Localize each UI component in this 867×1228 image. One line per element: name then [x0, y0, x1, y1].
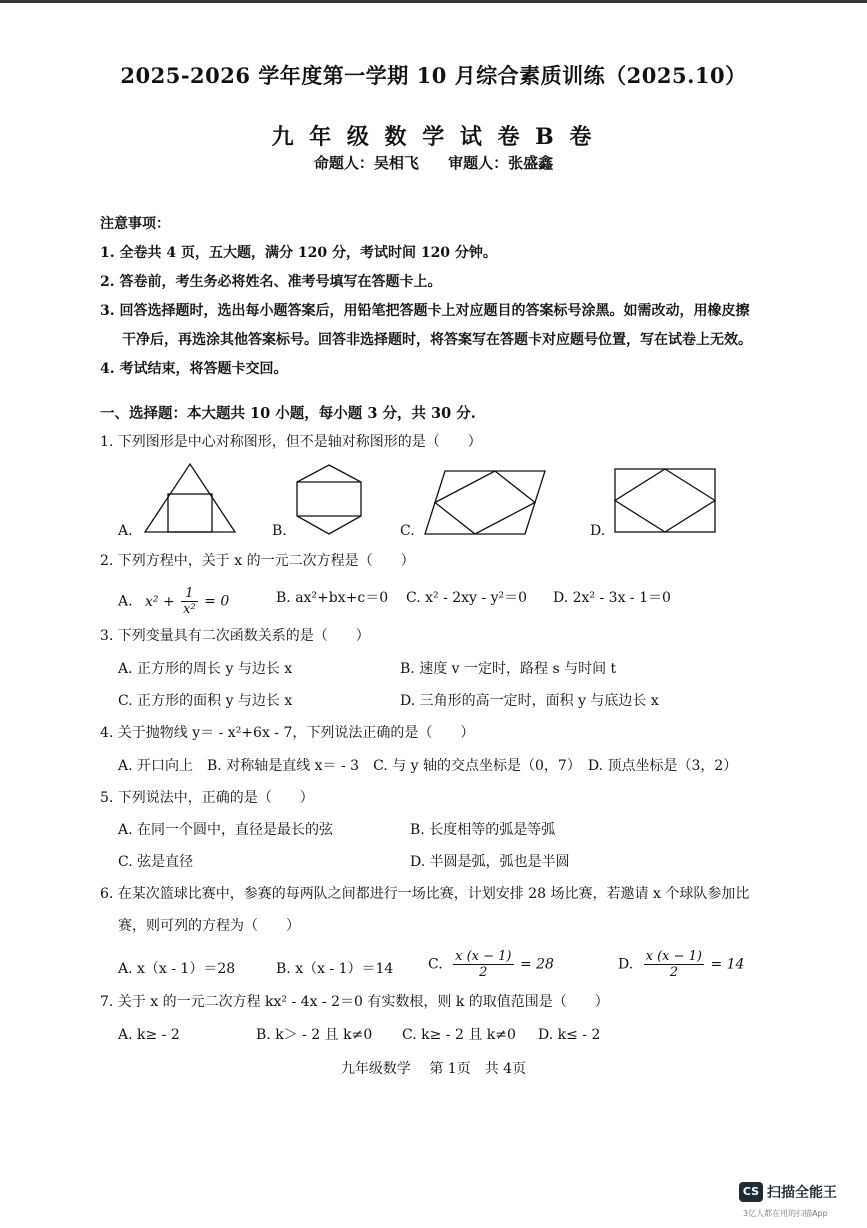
notice-heading: 注意事项： [100, 216, 170, 232]
q6-c-fraction [453, 949, 513, 980]
notice-item: 干净后，再选涂其他答案标号。回答非选择题时，将答案写在答题卡对应题号位置，写在试卷上无效。 [122, 332, 752, 348]
question-5-stem: 5. 下列说法中，正确的是（ ） [100, 790, 314, 806]
q7-option-a: A. k≥ - 2 [118, 1027, 180, 1043]
q2-a-denominator: x² [183, 602, 196, 617]
q5-option-b: B. 长度相等的弧是等弧 [410, 822, 556, 838]
q6-d-denominator: 2 [669, 965, 678, 980]
q5-option-d: D. 半圆是弧，弧也是半圆 [410, 854, 570, 870]
notice-item: 2. 答卷前，考生务必将姓名、准考号填写在答题卡上。 [100, 274, 442, 290]
question-1-stem: 1. 下列图形是中心对称图形，但不是轴对称图形的是（ ） [100, 434, 482, 450]
q2-a-label: A. [118, 593, 133, 610]
q3-option-d: D. 三角形的高一定时，面积 y 与底边长 x [400, 693, 659, 709]
q1-option-a-label: A. [118, 523, 133, 539]
q6-option-d [618, 949, 744, 980]
q6-c-label: C. [428, 956, 443, 973]
notice-item: 1. 全卷共 4 页，五大题，满分 120 分，考试时间 120 分钟。 [100, 245, 497, 261]
q2-option-d: D. 2x² - 3x - 1＝0 [553, 590, 671, 606]
q6-c-denominator: 2 [479, 965, 488, 980]
q4-options: A. 开口向上 B. 对称轴是直线 x＝ - 3 C. 与 y 轴的交点坐标是（0，7） D. 顶点坐标是（3，2） [118, 758, 738, 774]
q7-option-c: C. k≥ - 2 且 k≠0 [402, 1027, 516, 1043]
notice-block [100, 210, 800, 384]
q6-d-tail: = 14 [710, 956, 745, 973]
notice-item: 4. 考试结束，将答题卡交回。 [100, 361, 288, 377]
question-6-stem-line1: 6. 在某次篮球比赛中，参赛的每两队之间都进行一场比赛，计划安排 28 场比赛，若邀请 x 个球队参加比 [100, 886, 750, 902]
exam-title: 2025-2026 学年度第一学期 10 月综合素质训练（2025.10） [120, 63, 747, 88]
q3-option-b: B. 速度 v 一定时，路程 s 与时间 t [400, 661, 617, 677]
author: 命题人：吴相飞 [313, 154, 419, 172]
q2-a-expr: x² + [145, 593, 175, 610]
q6-option-c [428, 949, 554, 980]
exam-authors [0, 152, 867, 173]
q2-a-numerator: 1 [181, 586, 198, 602]
q5-option-c: C. 弦是直径 [118, 854, 194, 870]
rectangle-rhombus-figure [612, 466, 718, 536]
q6-c-tail: = 28 [519, 956, 554, 973]
parallelogram-figure [420, 468, 550, 538]
watermark-tagline: 3亿人都在用的扫描App [743, 1209, 828, 1218]
q3-option-c: C. 正方形的面积 y 与边长 x [118, 693, 293, 709]
section-heading: 一、选择题：本大题共 10 小题，每小题 3 分，共 30 分. [100, 405, 476, 422]
q6-d-numerator: x (x − 1) [645, 949, 703, 964]
exam-subtitle: 九 年 级 数 学 试 卷 B 卷 [271, 124, 596, 150]
q6-option-a: A. x（x - 1）＝28 [118, 961, 236, 977]
q6-option-b: B. x（x - 1）＝14 [276, 961, 394, 977]
question-6-stem-line2: 赛，则可列的方程为（ ） [118, 918, 300, 934]
q7-option-d: D. k≤ - 2 [538, 1027, 601, 1043]
question-4-stem: 4. 关于抛物线 y＝ - x²+6x - 7，下列说法正确的是（ ） [100, 725, 475, 741]
question-3-stem: 3. 下列变量具有二次函数关系的是（ ） [100, 628, 370, 644]
question-7-stem: 7. 关于 x 的一元二次方程 kx² - 4x - 2＝0 有实数根，则 k 的取值范围是（ ） [100, 994, 609, 1010]
hexagon-figure [292, 462, 366, 538]
scan-border [0, 0, 867, 3]
page-footer: 九年级数学 第 1页 共 4页 [340, 1061, 527, 1077]
q2-option-a [118, 586, 229, 617]
q6-c-numerator: x (x − 1) [455, 949, 512, 964]
q5-option-a: A. 在同一个圆中，直径是最长的弦 [118, 822, 334, 838]
q7-option-b: B. k＞ - 2 且 k≠0 [256, 1027, 373, 1043]
camscanner-logo-icon: CS [739, 1182, 763, 1202]
notice-item: 3. 回答选择题时，选出每小题答案后，用铅笔把答题卡上对应题目的答案标号涂黑。如需改动，用橡皮擦 [100, 303, 750, 319]
q1-option-d-label: D. [590, 523, 606, 539]
q1-option-b-label: B. [272, 523, 287, 539]
q3-option-a: A. 正方形的周长 y 与边长 x [118, 661, 293, 677]
reviewer: 审题人：张盛鑫 [448, 154, 554, 172]
q1-option-c-label: C. [400, 523, 415, 539]
q6-d-fraction [644, 949, 704, 980]
watermark-name: 扫描全能王 [767, 1185, 837, 1201]
q2-option-b: B. ax²+bx+c＝0 [276, 590, 389, 606]
triangle-square-figure [140, 460, 250, 536]
q6-d-label: D. [618, 956, 634, 973]
question-2-stem: 2. 下列方程中，关于 x 的一元二次方程是（ ） [100, 553, 415, 569]
q2-option-c: C. x² - 2xy - y²＝0 [406, 590, 528, 606]
q2-a-tail: = 0 [204, 593, 230, 610]
scanner-watermark [739, 1180, 857, 1224]
q2-a-fraction [181, 586, 198, 617]
